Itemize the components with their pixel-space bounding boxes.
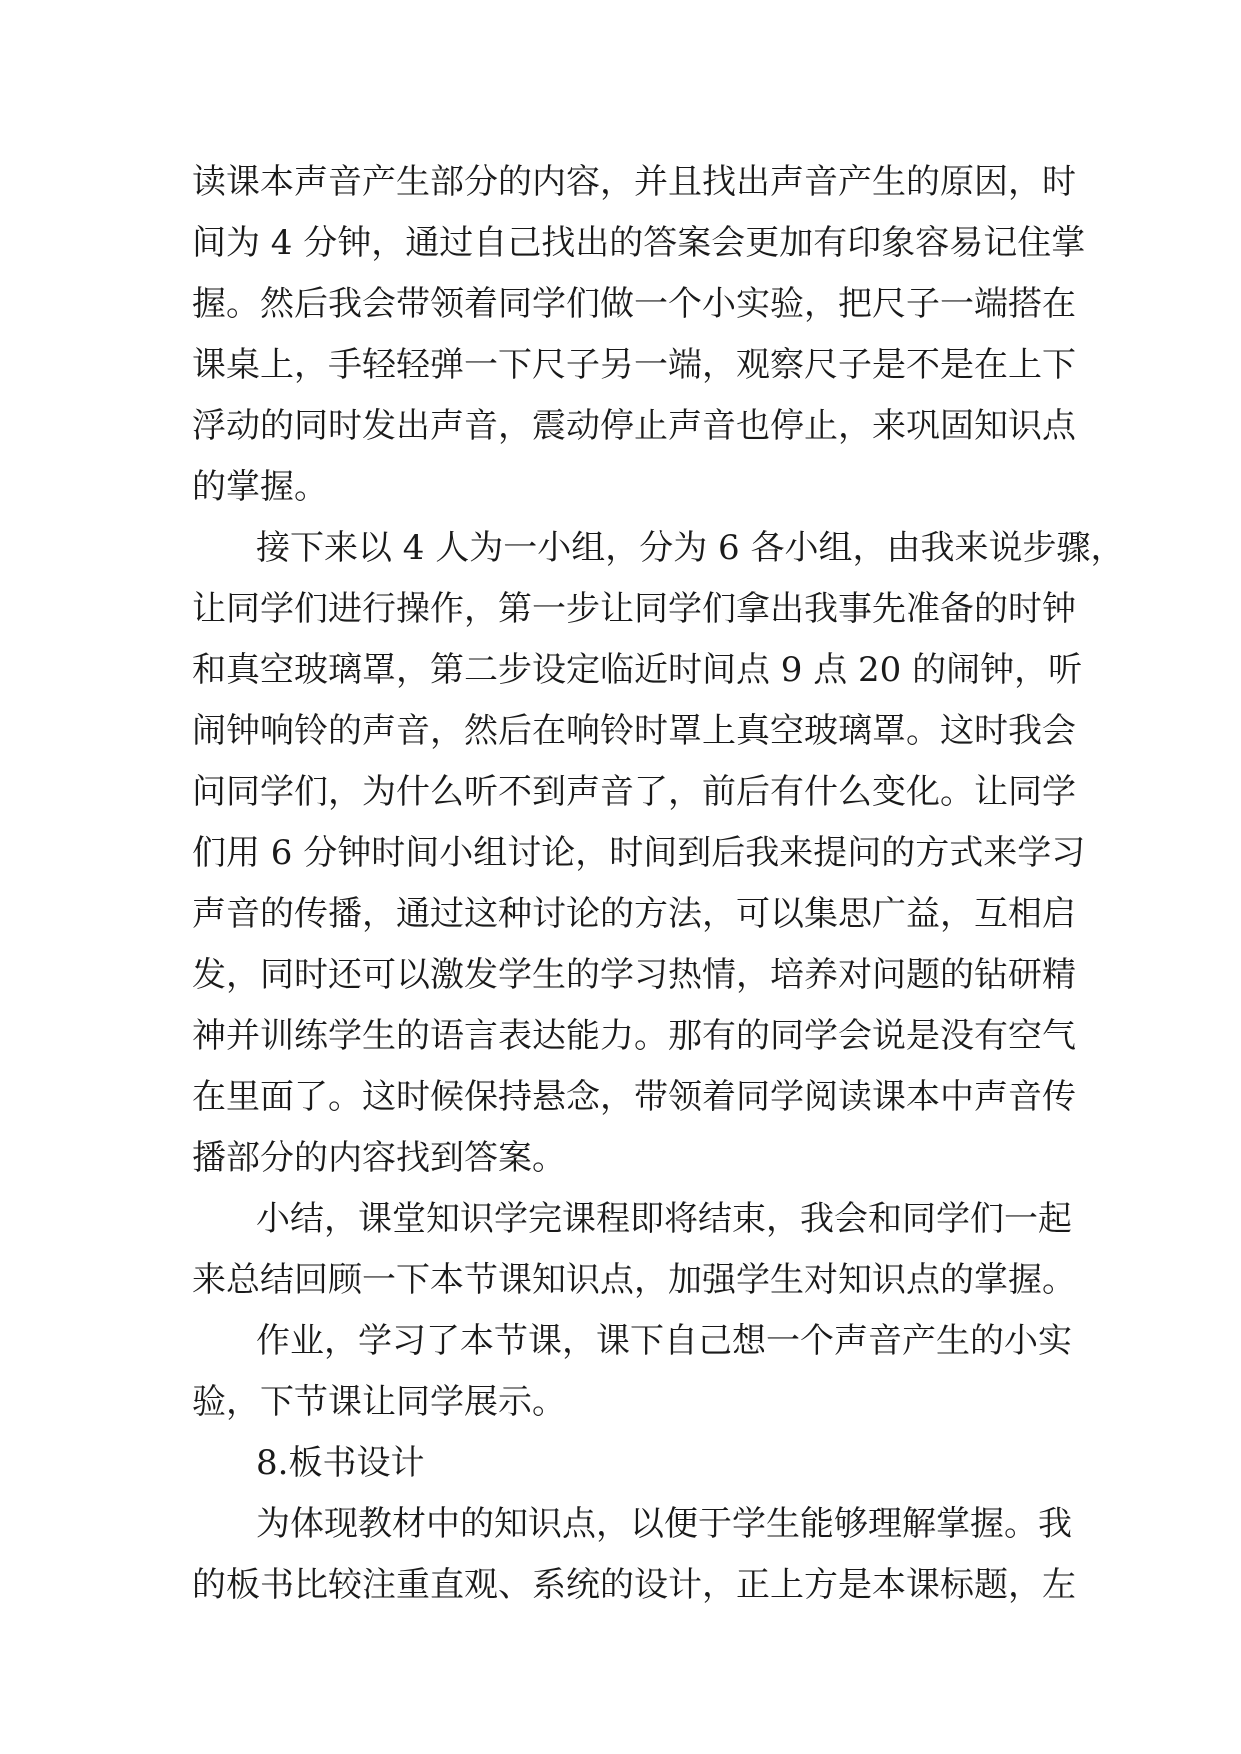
text-line-2-content: 间为 4 分钟，通过自己找出的答案会更加有印象容易记住掌: [192, 223, 1086, 263]
text-line-17: [0, 1128, 1241, 1189]
text-line-4-content: 课桌上，手轻轻弹一下尺子另一端，观察尺子是不是在上下: [192, 345, 1076, 385]
text-line-20-content: 作业，学习了本节课，课下自己想一个声音产生的小实: [256, 1321, 1072, 1361]
text-line-12: [0, 823, 1241, 884]
text-line-8: [0, 579, 1241, 640]
text-line-5-content: 浮动的同时发出声音，震动停止声音也停止，来巩固知识点: [192, 406, 1076, 446]
text-line-21: [0, 1372, 1241, 1433]
text-line-14-content: 发，同时还可以激发学生的学习热情，培养对问题的钻研精: [192, 955, 1076, 995]
text-line-19: [0, 1250, 1241, 1311]
text-line-10: [0, 701, 1241, 762]
text-line-23: [0, 1494, 1241, 1555]
text-line-11-content: 问同学们，为什么听不到声音了，前后有什么变化。让同学: [192, 772, 1076, 812]
text-line-19-content: 来总结回顾一下本节课知识点，加强学生对知识点的掌握。: [192, 1260, 1076, 1300]
text-line-6-content: 的掌握。: [192, 467, 328, 507]
text-line-18-content: 小结，课堂知识学完课程即将结束，我会和同学们一起: [256, 1199, 1072, 1239]
text-line-16-content: 在里面了。这时候保持悬念，带领着同学阅读课本中声音传: [192, 1077, 1076, 1117]
text-line-15: [0, 1006, 1241, 1067]
text-line-15-content: 神并训练学生的语言表达能力。那有的同学会说是没有空气: [192, 1016, 1076, 1056]
text-line-8-content: 让同学们进行操作，第一步让同学们拿出我事先准备的时钟: [192, 589, 1076, 629]
text-line-10-content: 闹钟响铃的声音，然后在响铃时罩上真空玻璃罩。这时我会: [192, 711, 1076, 751]
text-line-9-content: 和真空玻璃罩，第二步设定临近时间点 9 点 20 的闹钟，听: [192, 650, 1083, 690]
text-line-20: [0, 1311, 1241, 1372]
text-line-5: [0, 396, 1241, 457]
text-line-21-content: 验，下节课让同学展示。: [192, 1382, 566, 1422]
text-line-23-content: 为体现教材中的知识点，以便于学生能够理解掌握。我: [256, 1504, 1072, 1544]
text-line-7: [0, 518, 1241, 579]
text-line-17-content: 播部分的内容找到答案。: [192, 1138, 566, 1178]
text-line-14: [0, 945, 1241, 1006]
text-line-3-content: 握。然后我会带领着同学们做一个小实验，把尺子一端搭在: [192, 284, 1076, 324]
text-line-7-content: 接下来以 4 人为一小组，分为 6 各小组，由我来说步骤，: [256, 528, 1125, 568]
section-heading-content: 8.板书设计: [256, 1443, 425, 1483]
text-line-1-content: 读课本声音产生部分的内容，并且找出声音产生的原因，时: [192, 162, 1076, 202]
text-line-3: [0, 274, 1241, 335]
text-line-11: [0, 762, 1241, 823]
text-line-16: [0, 1067, 1241, 1128]
text-line-24: [0, 1555, 1241, 1616]
text-line-4: [0, 335, 1241, 396]
section-heading: [0, 1433, 1241, 1494]
text-line-9: [0, 640, 1241, 701]
text-line-12-content: 们用 6 分钟时间小组讨论，时间到后我来提问的方式来学习: [192, 833, 1086, 873]
text-line-13: [0, 884, 1241, 945]
text-line-24-content: 的板书比较注重直观、系统的设计，正上方是本课标题，左: [192, 1565, 1076, 1605]
text-line-1: [0, 152, 1241, 213]
text-line-13-content: 声音的传播，通过这种讨论的方法，可以集思广益，互相启: [192, 894, 1076, 934]
text-line-18: [0, 1189, 1241, 1250]
text-line-6: [0, 457, 1241, 518]
text-line-2: [0, 213, 1241, 274]
